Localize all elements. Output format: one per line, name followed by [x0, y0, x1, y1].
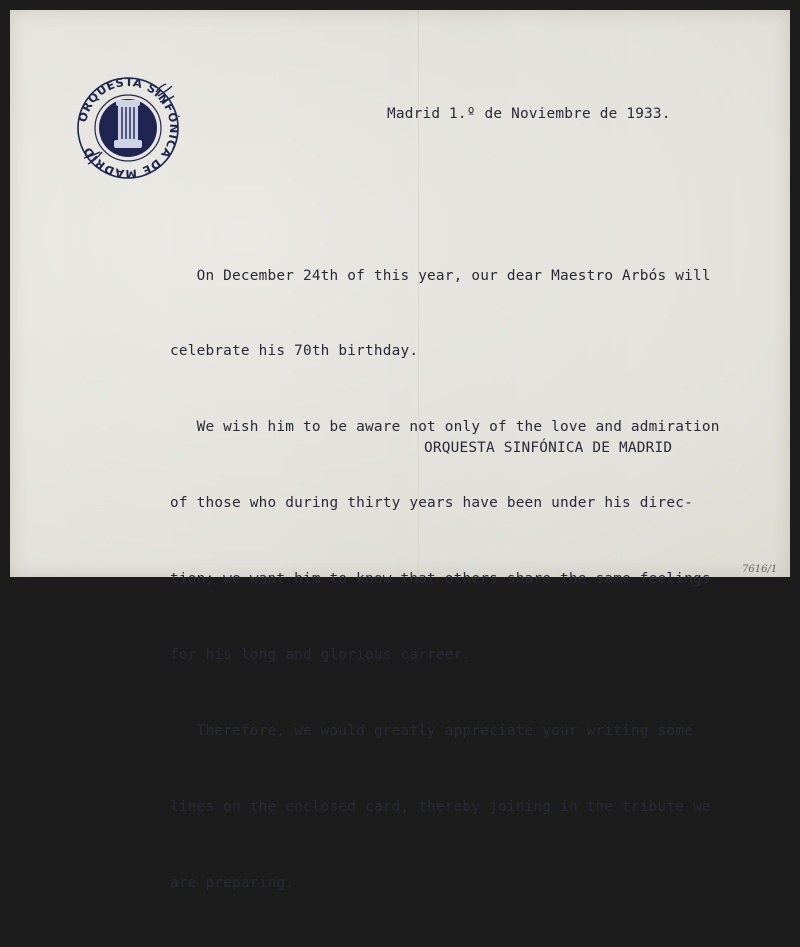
letter-line: tion; we want him to know that others share the same feelings [170, 571, 711, 588]
letter-line: of those who during thirty years have been under his direc- [170, 495, 693, 512]
letter-line: On December 24th of this year, our dear Maestro Arbós will [170, 267, 711, 284]
letter-date: Madrid 1.º de Noviembre de 1933. [387, 106, 671, 122]
seal-ring-text: ORQUESTA SINFÓNICA DE MADRID [75, 74, 182, 182]
archive-mark: 7616/1 [742, 564, 778, 575]
letter-line: lines on the enclosed card, thereby joining in the tribute we [170, 798, 711, 815]
letter-body [170, 213, 720, 947]
letter-line: for his long and glorious carreer. [170, 647, 472, 664]
letter-line: Therefore, we would greatly appreciate your writing some [170, 722, 693, 739]
letter-signature: ORQUESTA SINFÓNICA DE MADRID [424, 440, 673, 456]
letter-line: We wish him to be aware not only of the love and admiration [170, 419, 720, 436]
orchestra-seal-icon [72, 72, 184, 184]
letter-line: celebrate his 70th birthday. [170, 343, 419, 360]
letter-line: are preparing. [170, 874, 295, 891]
letter-sheet [10, 10, 790, 891]
